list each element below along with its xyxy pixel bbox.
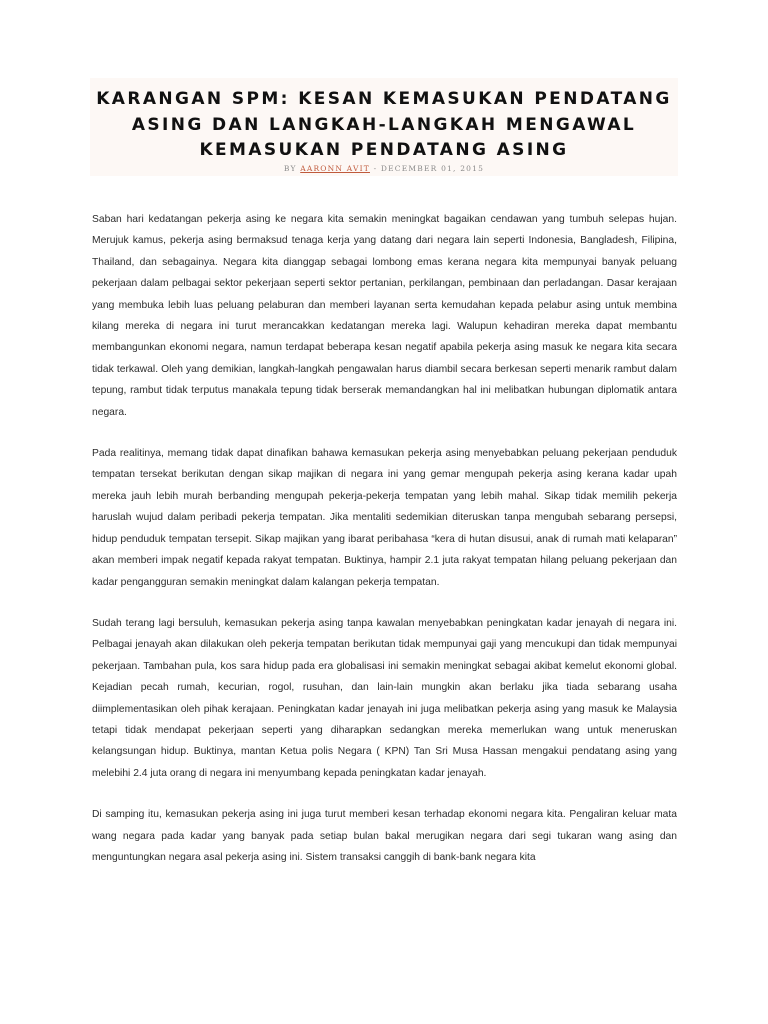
paragraph-2: Pada realitinya, memang tidak dapat dinafikan bahawa kemasukan pekerja asing menyebabkan peluang pekerjaan penduduk tempatan tersekat berikutan dengan sikap majikan di negara ini yang gemar mengupah pekerja asing kerana kadar upah mereka jauh lebih murah berbanding mengupah pekerja-pekerja tempatan yang lebih mahal. Sikap tidak memilih pekerja haruslah wujud dalam peribadi pekerja tempatan. Jika mentaliti sedemikian diteruskan tanpa mengubah sebarang persepsi, hidup penduduk tempatan tersepit. Sikap majikan yang ibarat peribahasa “kera di hutan disusui, anak di rumah mati kelaparan” akan memberi impak negatif kepada rakyat tempatan. Buktinya, hampir 2.1 juta rakyat tempatan hilang peluang pekerjaan dan kadar pengangguran semakin meningkat dalam kalangan pekerja tempatan.: [92, 448, 677, 588]
paragraph-1: Saban hari kedatangan pekerja asing ke negara kita semakin meningkat bagaikan cendawan yang tumbuh selepas hujan. Merujuk kamus, pekerja asing bermaksud tenaga kerja yang datang dari negara lain seperti Indonesia, Bangladesh, Filipina, Thailand, dan sebagainya. Negara kita dianggap sebagai lombong emas kerana negara kita mempunyai banyak peluang pekerjaan dalam pelbagai sektor pekerjaan seperti sektor pertanian, perkilangan, pembinaan dan perladangan. Dasar kerajaan yang membuka lebih luas peluang pelaburan dan memberi layanan serta kemudahan kepada pelabur asing untuk membina kilang mereka di negara ini turut merancakkan kedatangan mereka lagi. Walupun kehadiran mereka dapat membantu membangunkan ekonomi negara, namun terdapat beberapa kesan negatif apabila pekerja asing masuk ke negara kita secara tidak terkawal. Oleh yang demikian, langkah-langkah pengawalan harus diambil secara berkesan seperti menarik rambut dalam tepung, rambut tidak terputus manakala tepung tidak berserak memandangkan hal ini melibatkan hubungan diplomatik antara negara.: [92, 214, 677, 418]
article-title: KARANGAN SPM: KESAN KEMASUKAN PENDATANG ASING DAN LANGKAH-LANGKAH MENGAWAL KEMASUKAN PENDATANG ASING: [96, 89, 672, 160]
paragraph-4: Di samping itu, kemasukan pekerja asing ini juga turut memberi kesan terhadap ekonomi negara kita. Pengaliran keluar mata wang negara pada kadar yang banyak pada setiap bulan bakal merugikan negara dari segi tukaran wang asing dan menguntungkan negara asal pekerja asing ini. Sistem transaksi canggih di bank-bank negara kita: [92, 809, 677, 863]
byline-prefix: BY: [283, 164, 301, 173]
paragraph-3: Sudah terang lagi bersuluh, kemasukan pekerja asing tanpa kawalan menyebabkan peningkatan kadar jenayah di negara ini. Pelbagai jenayah akan dilakukan oleh pekerja tempatan berikutan tidak mempunyai gaji yang mencukupi dan tidak mempunyai pekerjaan. Tambahan pula, kos sara hidup pada era globalisasi ini semakin meningkat sebagai akibat kemelut ekonomi global. Kejadian pecah rumah, kecurian, rogol, rusuhan, dan lain-lain mungkin akan berlaku jika tiada sebarang usaha diimplementasikan oleh pihak kerajaan. Peningkatan kadar jenayah ini juga melibatkan pekerja asing yang masuk ke Malaysia tetapi tidak mendapat pekerjaan seperti yang diharapkan sedangkan mereka memerlukan wang untuk meneruskan kelangsungan hidup. Buktinya, mantan Ketua polis Negara ( KPN) Tan Sri Musa Hassan mengakui pendatang asing yang melebihi 2.4 juta orang di negara ini menyumbang kepada peningkatan kadar jenayah.: [92, 617, 677, 779]
byline-date: - DECEMBER 01, 2015: [369, 164, 485, 173]
article-header: [90, 78, 678, 176]
article-byline: [90, 164, 678, 173]
author-link[interactable]: AARONN AVIT: [300, 164, 370, 173]
article-body: [92, 209, 677, 888]
